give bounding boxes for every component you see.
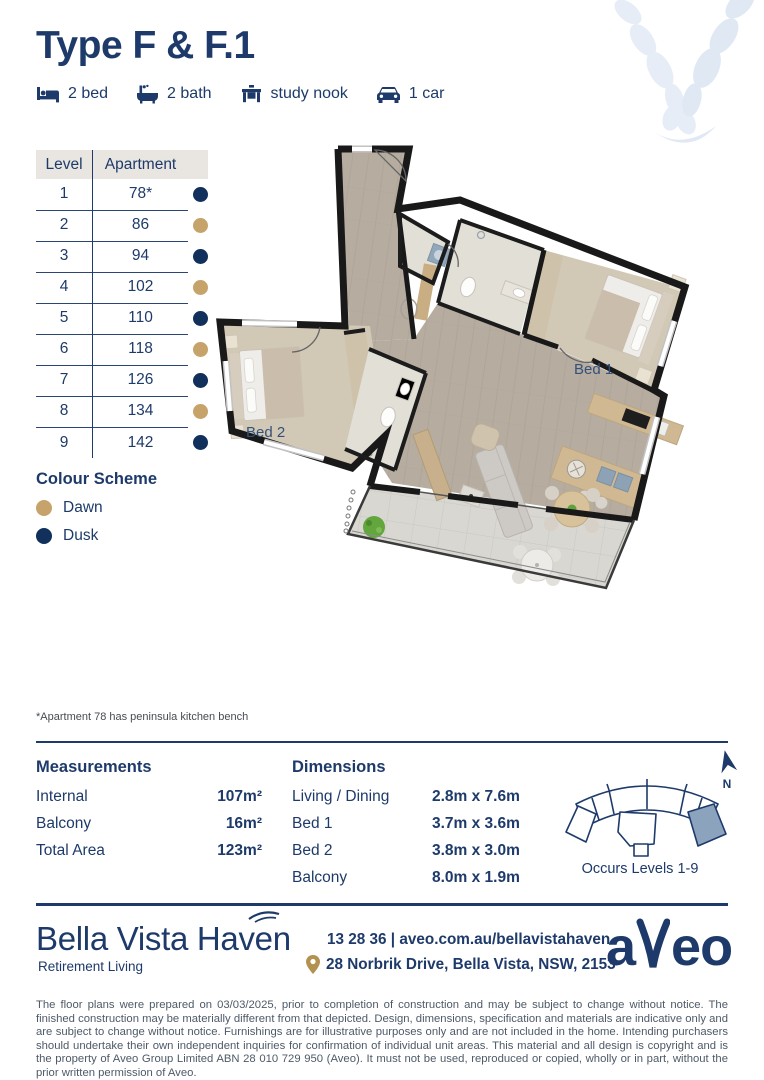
measurement-label: Internal (36, 788, 88, 805)
measurement-row (36, 783, 262, 810)
feature-study-nook (240, 84, 348, 104)
measurement-row (36, 837, 262, 864)
apartment-cell: 110 (92, 303, 188, 335)
apartment-cell: 94 (92, 241, 188, 273)
dimension-label: Living / Dining (292, 788, 390, 805)
levels-apartment-table (36, 150, 208, 458)
level-cell: 3 (36, 241, 92, 273)
apartment-cell: 118 (92, 334, 188, 366)
contact-address: 28 Norbrik Drive, Bella Vista, NSW, 2153 (326, 956, 616, 973)
location-pin-icon (306, 955, 320, 974)
page-title: Type F & F.1 (36, 24, 255, 67)
table-row (36, 334, 208, 365)
dimension-label: Balcony (292, 869, 348, 886)
dimension-row (292, 864, 542, 891)
table-row (36, 241, 208, 272)
bed-icon (36, 85, 60, 104)
dimensions-title: Dimensions (292, 758, 386, 776)
header-level: Level (45, 155, 83, 173)
apartment-cell: 102 (92, 272, 188, 304)
measurement-value: 107m² (217, 788, 262, 805)
dimension-value: 2.8m x 7.6m (432, 788, 520, 805)
aveo-leaf-v-icon (636, 918, 670, 970)
level-cell: 5 (36, 303, 92, 335)
table-header (36, 150, 208, 179)
apartment-cell: 134 (92, 396, 188, 428)
feature-car (376, 85, 445, 104)
level-cell: 8 (36, 396, 92, 428)
table-row (36, 179, 208, 210)
feature-bath (136, 84, 211, 104)
aveo-logo (606, 917, 733, 978)
bed1-label: Bed 1 (574, 361, 614, 378)
dimension-value: 8.0m x 1.9m (432, 869, 520, 886)
key-plan-caption: Occurs Levels 1-9 (581, 861, 699, 877)
contact-address-line (306, 952, 616, 977)
dimension-row (292, 837, 542, 864)
desk-icon (240, 84, 263, 104)
table-row (36, 272, 208, 303)
dimension-row (292, 810, 542, 837)
dusk-label: Dusk (63, 527, 99, 544)
brand-name: Bella Vista Haven (36, 920, 291, 957)
dimensions-section (292, 758, 542, 891)
measurement-label: Total Area (36, 842, 105, 859)
aveo-logo-a: a (606, 917, 636, 978)
apartment-cell: 126 (92, 365, 188, 397)
feature-bath-label: 2 bath (167, 85, 212, 102)
level-cell: 9 (59, 433, 69, 451)
table-row (36, 365, 208, 396)
highlighted-unit (688, 804, 726, 846)
legend-dusk (36, 527, 98, 545)
feature-bed (36, 85, 108, 104)
dimension-label: Bed 2 (292, 842, 333, 859)
north-label: N (722, 777, 732, 791)
table-row (36, 210, 208, 241)
measurement-row (36, 810, 262, 837)
level-cell: 4 (36, 272, 92, 304)
floor-plan (202, 136, 762, 711)
north-arrow-icon (714, 748, 740, 774)
measurements-title: Measurements (36, 758, 152, 776)
footnote: *Apartment 78 has peninsula kitchen bench (36, 711, 249, 723)
apartment-cell: 86 (92, 210, 188, 242)
dimension-value: 3.8m x 3.0m (432, 842, 520, 859)
divider-top (36, 741, 728, 743)
feature-bed-label: 2 bed (68, 85, 109, 102)
level-cell: 2 (36, 210, 92, 242)
bath-icon (136, 84, 159, 104)
north-indicator (712, 748, 742, 791)
feature-car-label: 1 car (408, 85, 445, 102)
feature-study-label: study nook (270, 85, 348, 102)
dimension-row (292, 783, 542, 810)
balcony-plant (363, 516, 385, 538)
dawn-label: Dawn (63, 499, 103, 516)
measurement-value: 16m² (225, 815, 262, 832)
level-cell: 6 (36, 334, 92, 366)
feature-summary (36, 84, 445, 104)
bird-swoosh-icon (247, 908, 281, 924)
table-row (36, 396, 208, 427)
dawn-dot (36, 500, 52, 516)
dusk-dot (36, 528, 52, 544)
measurements-section (36, 758, 262, 864)
header-apartment: Apartment (92, 150, 188, 179)
dimension-label: Bed 1 (292, 815, 333, 832)
car-icon (376, 85, 401, 104)
apartment-cell: 142 (92, 427, 188, 458)
aveo-logo-eo: eo (671, 917, 733, 978)
bed2-label: Bed 2 (246, 424, 286, 441)
brand-tagline: Retirement Living (38, 959, 144, 974)
apartment-cell: 78* (92, 179, 188, 211)
table-row (36, 427, 208, 458)
legend-dawn (36, 499, 103, 517)
divider-footer (36, 903, 728, 906)
contact-block (306, 927, 616, 977)
level-cell: 7 (36, 365, 92, 397)
disclaimer: The floor plans were prepared on 03/03/2025, prior to completion of construction and may be subject to change without notice. The finished construction may be materially different from that depicted. Design, dimensions, specification and materials are indicative only and are subject to change without notice. Furnishings are for illustrative purposes only and are not included in the home. Intending purchasers should undertake their own independent inquiries for confirmation of individual unit areas. This material and all design is copyright and is the property of Aveo Group Limited ABN 28 010 729 950 (Aveo). It must not be used, reproduced or copied, wholly or in part, without the prior written permission of Aveo. (36, 999, 728, 1079)
level-cell: 1 (36, 179, 92, 211)
dimension-value: 3.7m x 3.6m (432, 815, 520, 832)
table-row (36, 303, 208, 334)
measurement-label: Balcony (36, 815, 92, 832)
contact-phone-web: 13 28 36 | aveo.com.au/bellavistahaven (327, 931, 611, 948)
colour-scheme-title: Colour Scheme (36, 470, 158, 488)
measurement-value: 123m² (217, 842, 262, 859)
